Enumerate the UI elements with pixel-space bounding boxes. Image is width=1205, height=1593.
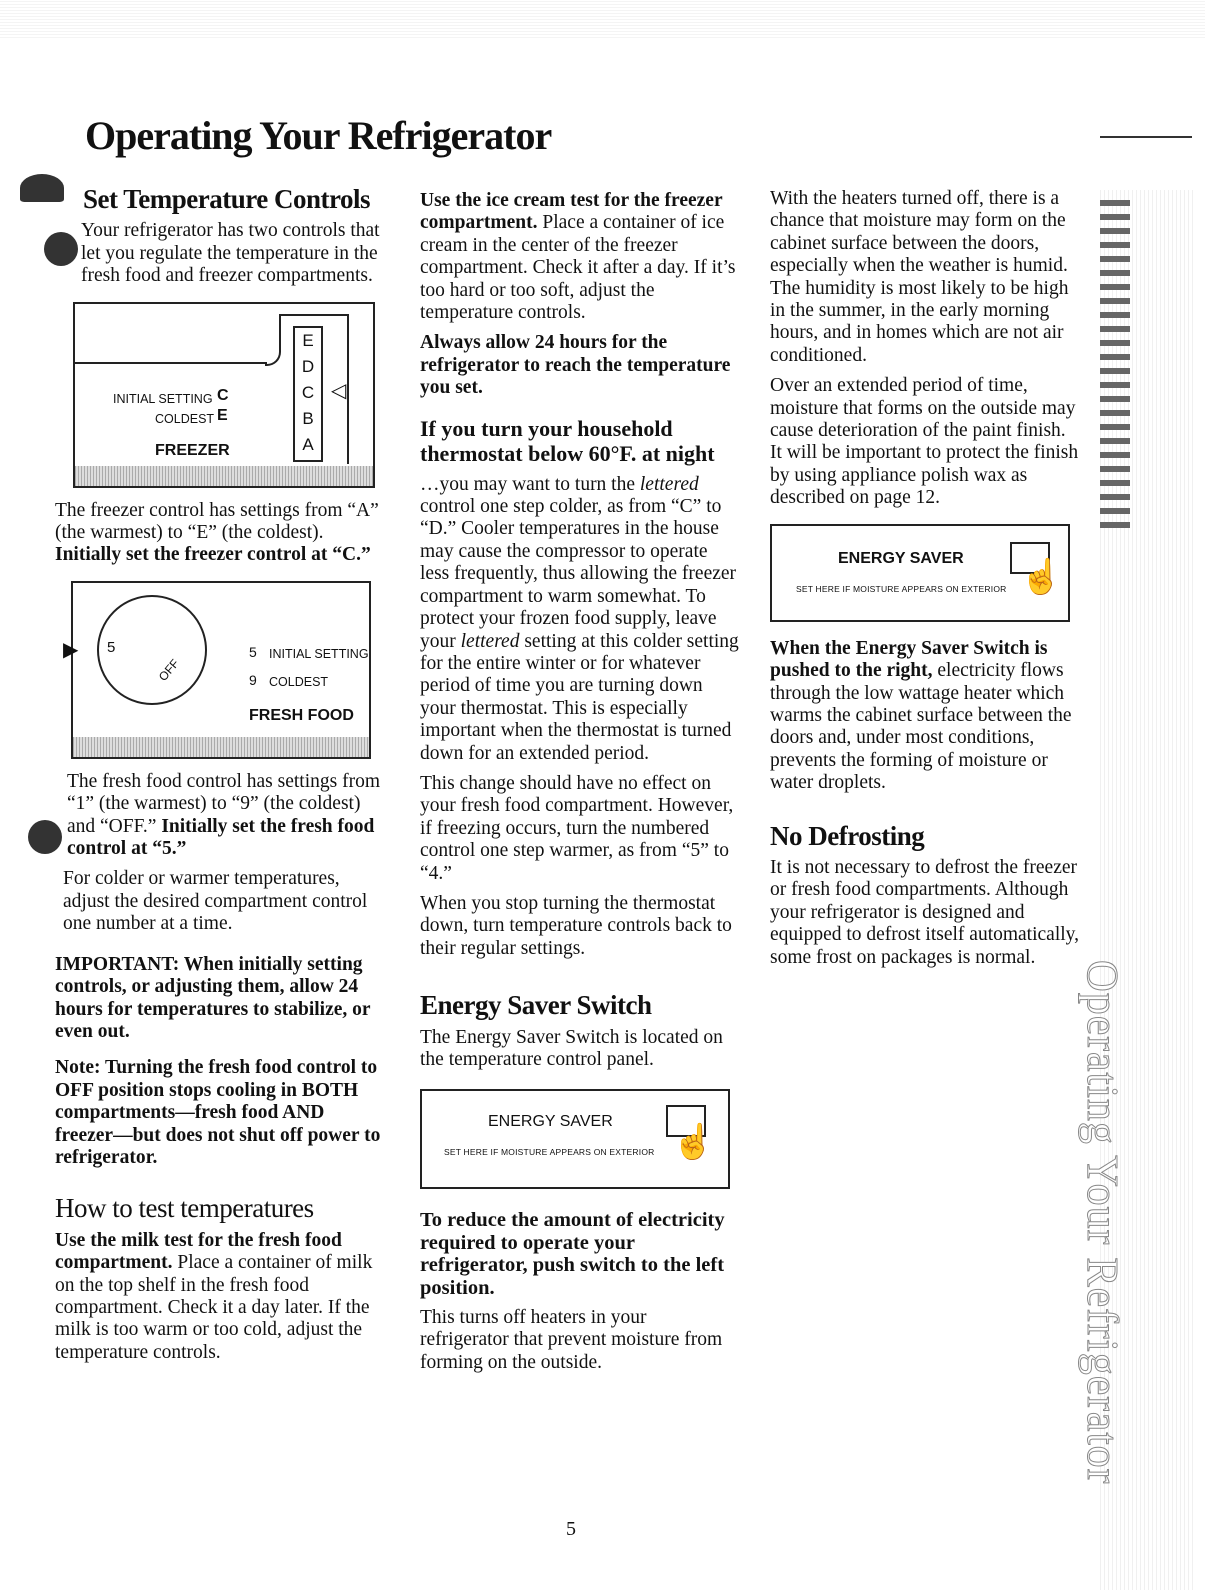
title-rule <box>1100 136 1192 138</box>
thermostat-heading: If you turn your household thermostat below 60°F. at night <box>420 415 715 466</box>
no-defrosting-heading: No Defrosting <box>770 820 925 851</box>
finger-icon: ☝ <box>1020 557 1063 596</box>
fresh-food-settings-text: The fresh food control has settings from “1” (the warmest) to “9” (the coldest) and “OFF.” Initially set the fresh food control at “5.” <box>67 770 381 860</box>
energy-saver-heading: Energy Saver Switch <box>420 990 652 1021</box>
energy-saver-title: ENERGY SAVER <box>488 1113 613 1131</box>
page-number: 5 <box>566 1518 576 1540</box>
column-2 <box>420 190 740 1382</box>
section-heading: Set Temperature Controls <box>83 184 370 214</box>
coldest-label: COLDEST <box>155 411 215 426</box>
paint-finish-text: Over an extended period of time, moisture that forms on the outside may cause deterioration of the paint finish. It will be important to protect the finish by using appliance polish wax as described on page 12. <box>770 375 1079 509</box>
energy-saver-instruction: SET HERE IF MOISTURE APPEARS ON EXTERIOR <box>796 583 1007 594</box>
heaters-off-text: This turns off heaters in your refrigerator that prevent moisture from forming on the outside. <box>420 1307 723 1373</box>
reduce-electricity-text: To reduce the amount of electricity required to operate your refrigerator, push switch to the left position. <box>420 1209 725 1299</box>
coldest-value: E <box>217 406 228 424</box>
side-index-marks <box>1100 200 1130 536</box>
energy-saver-instruction: SET HERE IF MOISTURE APPEARS ON EXTERIOR <box>444 1147 655 1158</box>
colder-warmer-text: For colder or warmer temperatures, adjust the desired compartment control one number at a time. <box>63 868 368 935</box>
initial-setting-label: INITIAL SETTING <box>113 391 213 406</box>
initial-setting-label: INITIAL SETTING <box>269 646 369 661</box>
stop-turning-text: When you stop turning the thermostat down, turn temperature controls back to their regular settings. <box>420 892 732 959</box>
milk-test-text: Use the milk test for the fresh food compartment. Place a container of milk on the top shelf in the fresh food compartment. Check it a day later. If the milk is too warm or too cold, adjust the temperature controls. <box>55 1229 373 1363</box>
pushed-right-text: When the Energy Saver Switch is pushed to the right, electricity flows through the low wattage heater which warms the cabinet surface between the doors and, under most conditions, prevents the forming of moisture or water droplets. <box>770 637 1072 794</box>
no-defrosting-text: It is not necessary to defrost the freezer or fresh food compartments. Although your refrigerator is designed and equipped to defrost itself automatically, some frost on packages is normal. <box>770 856 1080 968</box>
column-3 <box>770 188 1080 977</box>
ice-cream-test-text: Use the ice cream test for the freezer compartment. Place a container of ice cream in the center of the freezer compartment. Check it after a day. If it’s too hard or too soft, adjust the temperature controls. <box>420 190 736 324</box>
finger-icon: ☝ <box>672 1123 715 1162</box>
initial-setting-value: C <box>217 386 229 404</box>
freezer-setting-strip <box>293 326 323 462</box>
intro-text: Your refrigerator has two controls that let you regulate the temperature in the fresh food and freezer compartments. <box>81 220 380 287</box>
fresh-food-control-diagram <box>63 581 371 759</box>
change-effect-text: This change should have no effect on your fresh food compartment. However, if freezing occurs, turn the numbered control one step warmer, as from “5” to “4.” <box>420 772 734 884</box>
pointer-arrow-icon: ◁ <box>331 379 347 402</box>
freezer-control-diagram <box>73 302 375 488</box>
side-tab-title: Operating Your Refrigerator <box>1078 960 1127 1485</box>
column-1 <box>55 184 385 1372</box>
top-scan-band <box>0 0 1205 38</box>
setting-letter: B <box>302 408 314 428</box>
setting-letter: D <box>301 356 315 376</box>
thermostat-text: …you may want to turn the lettered control one step colder, as from “C” to “D.” Cooler temperatures in the house may cause the compressor to operate less frequently, thus allowing the freezer compartment to warm somewhat. To protect your frozen food supply, leave your lettered setting at this colder setting for the entire winter or for whatever period of time you are turning down your thermostat. This is especially important when the thermostat is turned down for an extended period. <box>420 473 739 764</box>
freezer-settings-text: The freezer control has settings from “A” (the warmest) to “E” (the coldest). Initially set the freezer control at “C.” <box>55 499 379 566</box>
coldest-label: COLDEST <box>269 674 329 689</box>
important-text: IMPORTANT: When initially setting controls, or adjusting them, allow 24 hours for temperatures to stabilize, or even out. <box>55 953 371 1042</box>
energy-saver-title: ENERGY SAVER <box>838 549 964 567</box>
how-to-test-heading: How to test temperatures <box>55 1193 314 1224</box>
energy-saver-panel-right <box>770 524 1070 622</box>
pointer-arrow-icon: ▶ <box>63 638 79 661</box>
allow-24-hours-text: Always allow 24 hours for the refrigerator to reach the temperature you set. <box>420 332 731 399</box>
initial-setting-value: 5 <box>249 643 257 660</box>
fresh-food-dial: 5 OFF <box>97 595 207 705</box>
setting-letter: A <box>302 434 314 454</box>
freezer-label: FREEZER <box>155 441 230 459</box>
coldest-value: 9 <box>249 671 257 688</box>
setting-letter: E <box>302 330 314 350</box>
energy-saver-panel <box>420 1089 730 1189</box>
page-title: Operating Your Refrigerator <box>85 113 552 158</box>
moisture-text: With the heaters turned off, there is a chance that moisture may form on the cabinet surface between the doors, especially when the weather is humid. The humidity is most likely to be high in the summer, in the early morning hours, and in homes which are not air conditioned. <box>770 188 1069 366</box>
setting-letter: C <box>301 382 315 402</box>
note-text: Note: Turning the fresh food control to OFF position stops cooling in BOTH compartments—fresh food AND freezer—but does not shut off power to refrigerator. <box>55 1057 381 1168</box>
energy-saver-location-text: The Energy Saver Switch is located on the temperature control panel. <box>420 1026 723 1070</box>
fresh-food-label: FRESH FOOD <box>249 706 354 724</box>
